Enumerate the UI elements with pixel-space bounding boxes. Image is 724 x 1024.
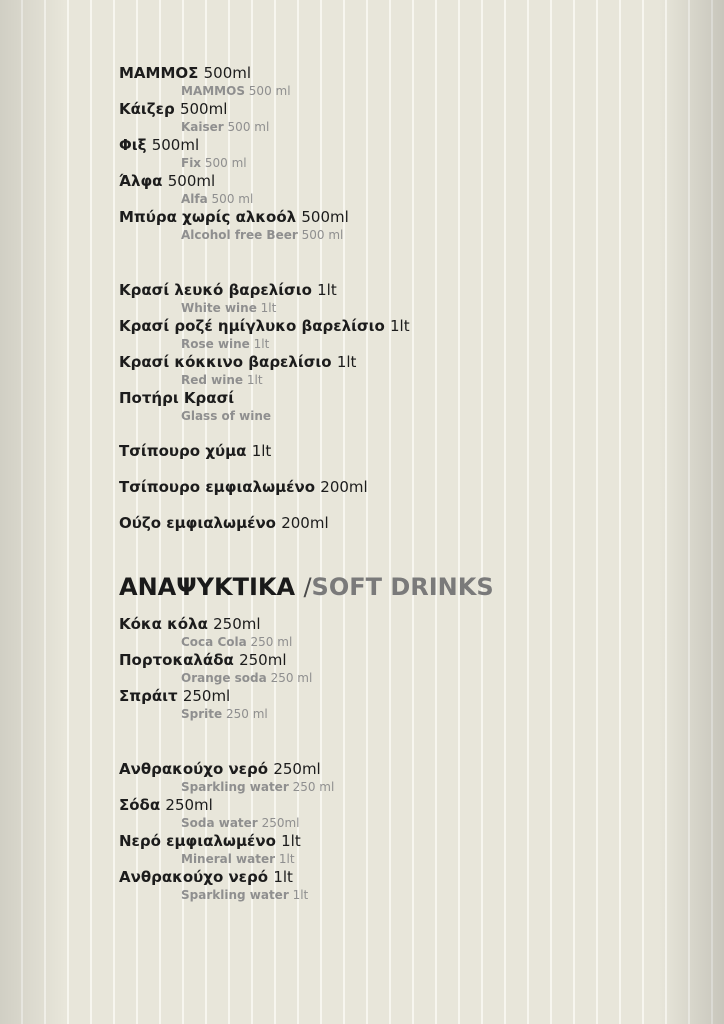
item-greek-name: Νερό εμφιαλωμένο 1lt — [119, 832, 301, 850]
water-section — [119, 760, 679, 904]
menu-item-rose-wine — [119, 317, 679, 353]
drinks-menu — [119, 64, 679, 904]
item-greek-name: Άλφα 500ml — [119, 172, 216, 190]
menu-item-glass-of-wine — [119, 389, 679, 425]
menu-item-white-wine — [119, 281, 679, 317]
menu-item-orange-soda — [119, 651, 679, 687]
item-greek-name: Κρασί ροζέ ημίγλυκο βαρελίσιο 1lt — [119, 317, 410, 335]
item-greek-name: Πορτοκαλάδα 250ml — [119, 651, 287, 669]
heading-english: SOFT DRINKS — [311, 573, 494, 601]
item-english-name: Mineral water 1lt — [181, 852, 295, 866]
item-english-name: Sparkling water 1lt — [181, 888, 309, 902]
menu-item-fix — [119, 136, 679, 172]
menu-item-tsipouro-bottled: Τσίπουρο εμφιαλωμένο 200ml — [119, 478, 368, 496]
item-greek-name: Σόδα 250ml — [119, 796, 213, 814]
spirits-section — [119, 442, 679, 533]
soft-drinks-heading — [119, 573, 679, 601]
item-spacer — [119, 497, 679, 514]
item-greek-name: Μπύρα χωρίς αλκοόλ 500ml — [119, 208, 349, 226]
item-english-name: Red wine 1lt — [181, 373, 263, 387]
menu-item-kaiser — [119, 100, 679, 136]
item-english-name: Alfa 500 ml — [181, 192, 254, 206]
menu-item-mammos — [119, 64, 679, 100]
menu-item-sparkling-water-small — [119, 760, 679, 796]
section-spacer — [119, 723, 679, 760]
item-english-name: White wine 1lt — [181, 301, 277, 315]
item-greek-name: ΜΑΜΜΟΣ 500ml — [119, 64, 252, 82]
item-english-name: Sprite 250 ml — [181, 707, 268, 721]
item-greek-name: Σπράιτ 250ml — [119, 687, 231, 705]
item-greek-name: Ανθρακούχο νερό 250ml — [119, 760, 321, 778]
item-english-name: Fix 500 ml — [181, 156, 247, 170]
item-greek-name: Κρασί κόκκινο βαρελίσιο 1lt — [119, 353, 357, 371]
section-spacer — [119, 425, 679, 442]
menu-item-sprite — [119, 687, 679, 723]
menu-item-coca-cola — [119, 615, 679, 651]
item-english-name: Sparkling water 250 ml — [181, 780, 335, 794]
item-greek-name: Ποτήρι Κρασί — [119, 389, 235, 407]
soft-drinks-section — [119, 615, 679, 723]
menu-item-mineral-water — [119, 832, 679, 868]
menu-item-sparkling-water-large — [119, 868, 679, 904]
section-spacer — [119, 533, 679, 573]
item-greek-name: Φιξ 500ml — [119, 136, 200, 154]
item-greek-name: Κόκα κόλα 250ml — [119, 615, 261, 633]
item-english-name: MAMMOS 500 ml — [181, 84, 291, 98]
wine-section — [119, 281, 679, 425]
item-greek-name: Κρασί λευκό βαρελίσιο 1lt — [119, 281, 337, 299]
menu-item-soda-water — [119, 796, 679, 832]
menu-item-ouzo-bottled: Ούζο εμφιαλωμένο 200ml — [119, 514, 329, 532]
item-greek-name: Ανθρακούχο νερό 1lt — [119, 868, 293, 886]
item-english-name: Kaiser 500 ml — [181, 120, 270, 134]
heading-separator: / — [303, 573, 312, 601]
beer-section — [119, 64, 679, 244]
item-english-name: Rose wine 1lt — [181, 337, 270, 351]
heading-spacer — [119, 601, 679, 615]
item-english-name: Coca Cola 250 ml — [181, 635, 293, 649]
section-spacer — [119, 244, 679, 281]
item-greek-name: Κάιζερ 500ml — [119, 100, 228, 118]
item-english-name: Glass of wine — [181, 409, 272, 423]
menu-item-alcohol-free-beer — [119, 208, 679, 244]
menu-item-alfa — [119, 172, 679, 208]
heading-greek: ΑΝΑΨΥΚΤΙΚΑ — [119, 573, 296, 601]
item-english-name: Orange soda 250 ml — [181, 671, 313, 685]
item-english-name: Alcohol free Beer 500 ml — [181, 228, 344, 242]
item-english-name: Soda water 250ml — [181, 816, 300, 830]
menu-item-red-wine — [119, 353, 679, 389]
menu-item-tsipouro-bulk: Τσίπουρο χύμα 1lt — [119, 442, 272, 460]
item-spacer — [119, 461, 679, 478]
